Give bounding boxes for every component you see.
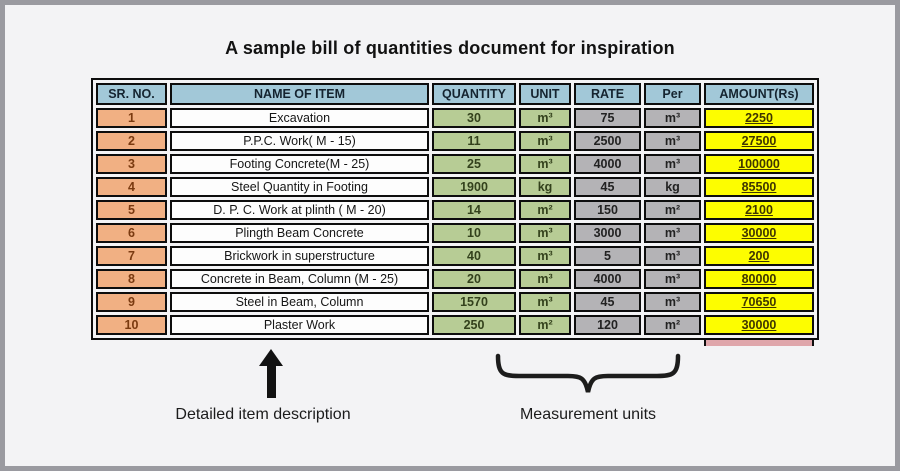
cell-unit: m³ — [519, 108, 571, 128]
table-row — [96, 154, 814, 174]
table-row — [96, 269, 814, 289]
cell-unit: m³ — [519, 223, 571, 243]
cell-name: Concrete in Beam, Column (M - 25) — [170, 269, 429, 289]
cell-per: m³ — [644, 154, 701, 174]
cell-rate: 45 — [574, 177, 641, 197]
column-header-unit: UNIT — [519, 83, 571, 105]
column-header-amount: AMOUNT(Rs) — [704, 83, 814, 105]
cell-rate: 75 — [574, 108, 641, 128]
cell-sr: 9 — [96, 292, 167, 312]
cell-per: m³ — [644, 246, 701, 266]
cell-name: Plaster Work — [170, 315, 429, 335]
cell-quantity: 1900 — [432, 177, 516, 197]
cell-name: Footing Concrete(M - 25) — [170, 154, 429, 174]
column-header-per: Per — [644, 83, 701, 105]
cell-rate: 5 — [574, 246, 641, 266]
cell-amount: 80000 — [704, 269, 814, 289]
cell-quantity: 30 — [432, 108, 516, 128]
cell-name: P.P.C. Work( M - 15) — [170, 131, 429, 151]
bill-of-quantities-table — [91, 78, 819, 340]
arrow-head — [259, 349, 283, 366]
cell-unit: m³ — [519, 292, 571, 312]
brace-icon — [495, 352, 681, 396]
table-body — [96, 108, 814, 335]
cell-sr: 7 — [96, 246, 167, 266]
table-row — [96, 131, 814, 151]
cell-name: Steel in Beam, Column — [170, 292, 429, 312]
cell-per: kg — [644, 177, 701, 197]
cell-quantity: 250 — [432, 315, 516, 335]
cell-unit: m² — [519, 315, 571, 335]
column-header-name: NAME OF ITEM — [170, 83, 429, 105]
table-row — [96, 292, 814, 312]
cell-sr: 1 — [96, 108, 167, 128]
cell-unit: m³ — [519, 246, 571, 266]
cell-sr: 3 — [96, 154, 167, 174]
cell-unit: m² — [519, 200, 571, 220]
table-header — [96, 83, 814, 105]
table-row — [96, 246, 814, 266]
cell-name: Steel Quantity in Footing — [170, 177, 429, 197]
cell-quantity: 11 — [432, 131, 516, 151]
measurement-units-label: Measurement units — [519, 406, 657, 423]
cell-per: m² — [644, 200, 701, 220]
cell-rate: 45 — [574, 292, 641, 312]
cell-rate: 150 — [574, 200, 641, 220]
item-description-label: Detailed item description — [175, 406, 351, 423]
column-header-rate: RATE — [574, 83, 641, 105]
table-row — [96, 315, 814, 335]
table-row — [96, 223, 814, 243]
cell-amount: 30000 — [704, 223, 814, 243]
cell-unit: m³ — [519, 269, 571, 289]
cell-amount: 27500 — [704, 131, 814, 151]
table-header-row — [96, 83, 814, 105]
cell-per: m³ — [644, 292, 701, 312]
cell-per: m³ — [644, 131, 701, 151]
cell-per: m² — [644, 315, 701, 335]
cell-per: m³ — [644, 269, 701, 289]
cell-rate: 3000 — [574, 223, 641, 243]
cell-amount: 2100 — [704, 200, 814, 220]
cell-per: m³ — [644, 223, 701, 243]
column-header-sr: SR. NO. — [96, 83, 167, 105]
cell-unit: m³ — [519, 131, 571, 151]
column-header-quantity: QUANTITY — [432, 83, 516, 105]
cell-rate: 4000 — [574, 269, 641, 289]
cell-rate: 2500 — [574, 131, 641, 151]
cell-sr: 10 — [96, 315, 167, 335]
up-arrow-icon — [259, 349, 283, 399]
page-title: A sample bill of quantities document for inspiration — [225, 38, 675, 58]
table-row — [96, 177, 814, 197]
cell-name: Brickwork in superstructure — [170, 246, 429, 266]
cell-name: Excavation — [170, 108, 429, 128]
cell-amount: 70650 — [704, 292, 814, 312]
cell-sr: 5 — [96, 200, 167, 220]
cell-amount: 100000 — [704, 154, 814, 174]
cell-per: m³ — [644, 108, 701, 128]
cell-amount: 30000 — [704, 315, 814, 335]
cell-name: D. P. C. Work at plinth ( M - 20) — [170, 200, 429, 220]
partial-total-row-strip — [704, 340, 814, 346]
cell-sr: 8 — [96, 269, 167, 289]
table-row — [96, 200, 814, 220]
cell-rate: 120 — [574, 315, 641, 335]
cell-sr: 2 — [96, 131, 167, 151]
cell-sr: 4 — [96, 177, 167, 197]
cell-unit: m³ — [519, 154, 571, 174]
cell-amount: 2250 — [704, 108, 814, 128]
cell-unit: kg — [519, 177, 571, 197]
cell-name: Plingth Beam Concrete — [170, 223, 429, 243]
cell-quantity: 10 — [432, 223, 516, 243]
cell-amount: 200 — [704, 246, 814, 266]
cell-quantity: 1570 — [432, 292, 516, 312]
cell-amount: 85500 — [704, 177, 814, 197]
cell-rate: 4000 — [574, 154, 641, 174]
cell-sr: 6 — [96, 223, 167, 243]
cell-quantity: 20 — [432, 269, 516, 289]
cell-quantity: 25 — [432, 154, 516, 174]
table-row — [96, 108, 814, 128]
cell-quantity: 40 — [432, 246, 516, 266]
arrow-stem — [267, 366, 276, 398]
cell-quantity: 14 — [432, 200, 516, 220]
